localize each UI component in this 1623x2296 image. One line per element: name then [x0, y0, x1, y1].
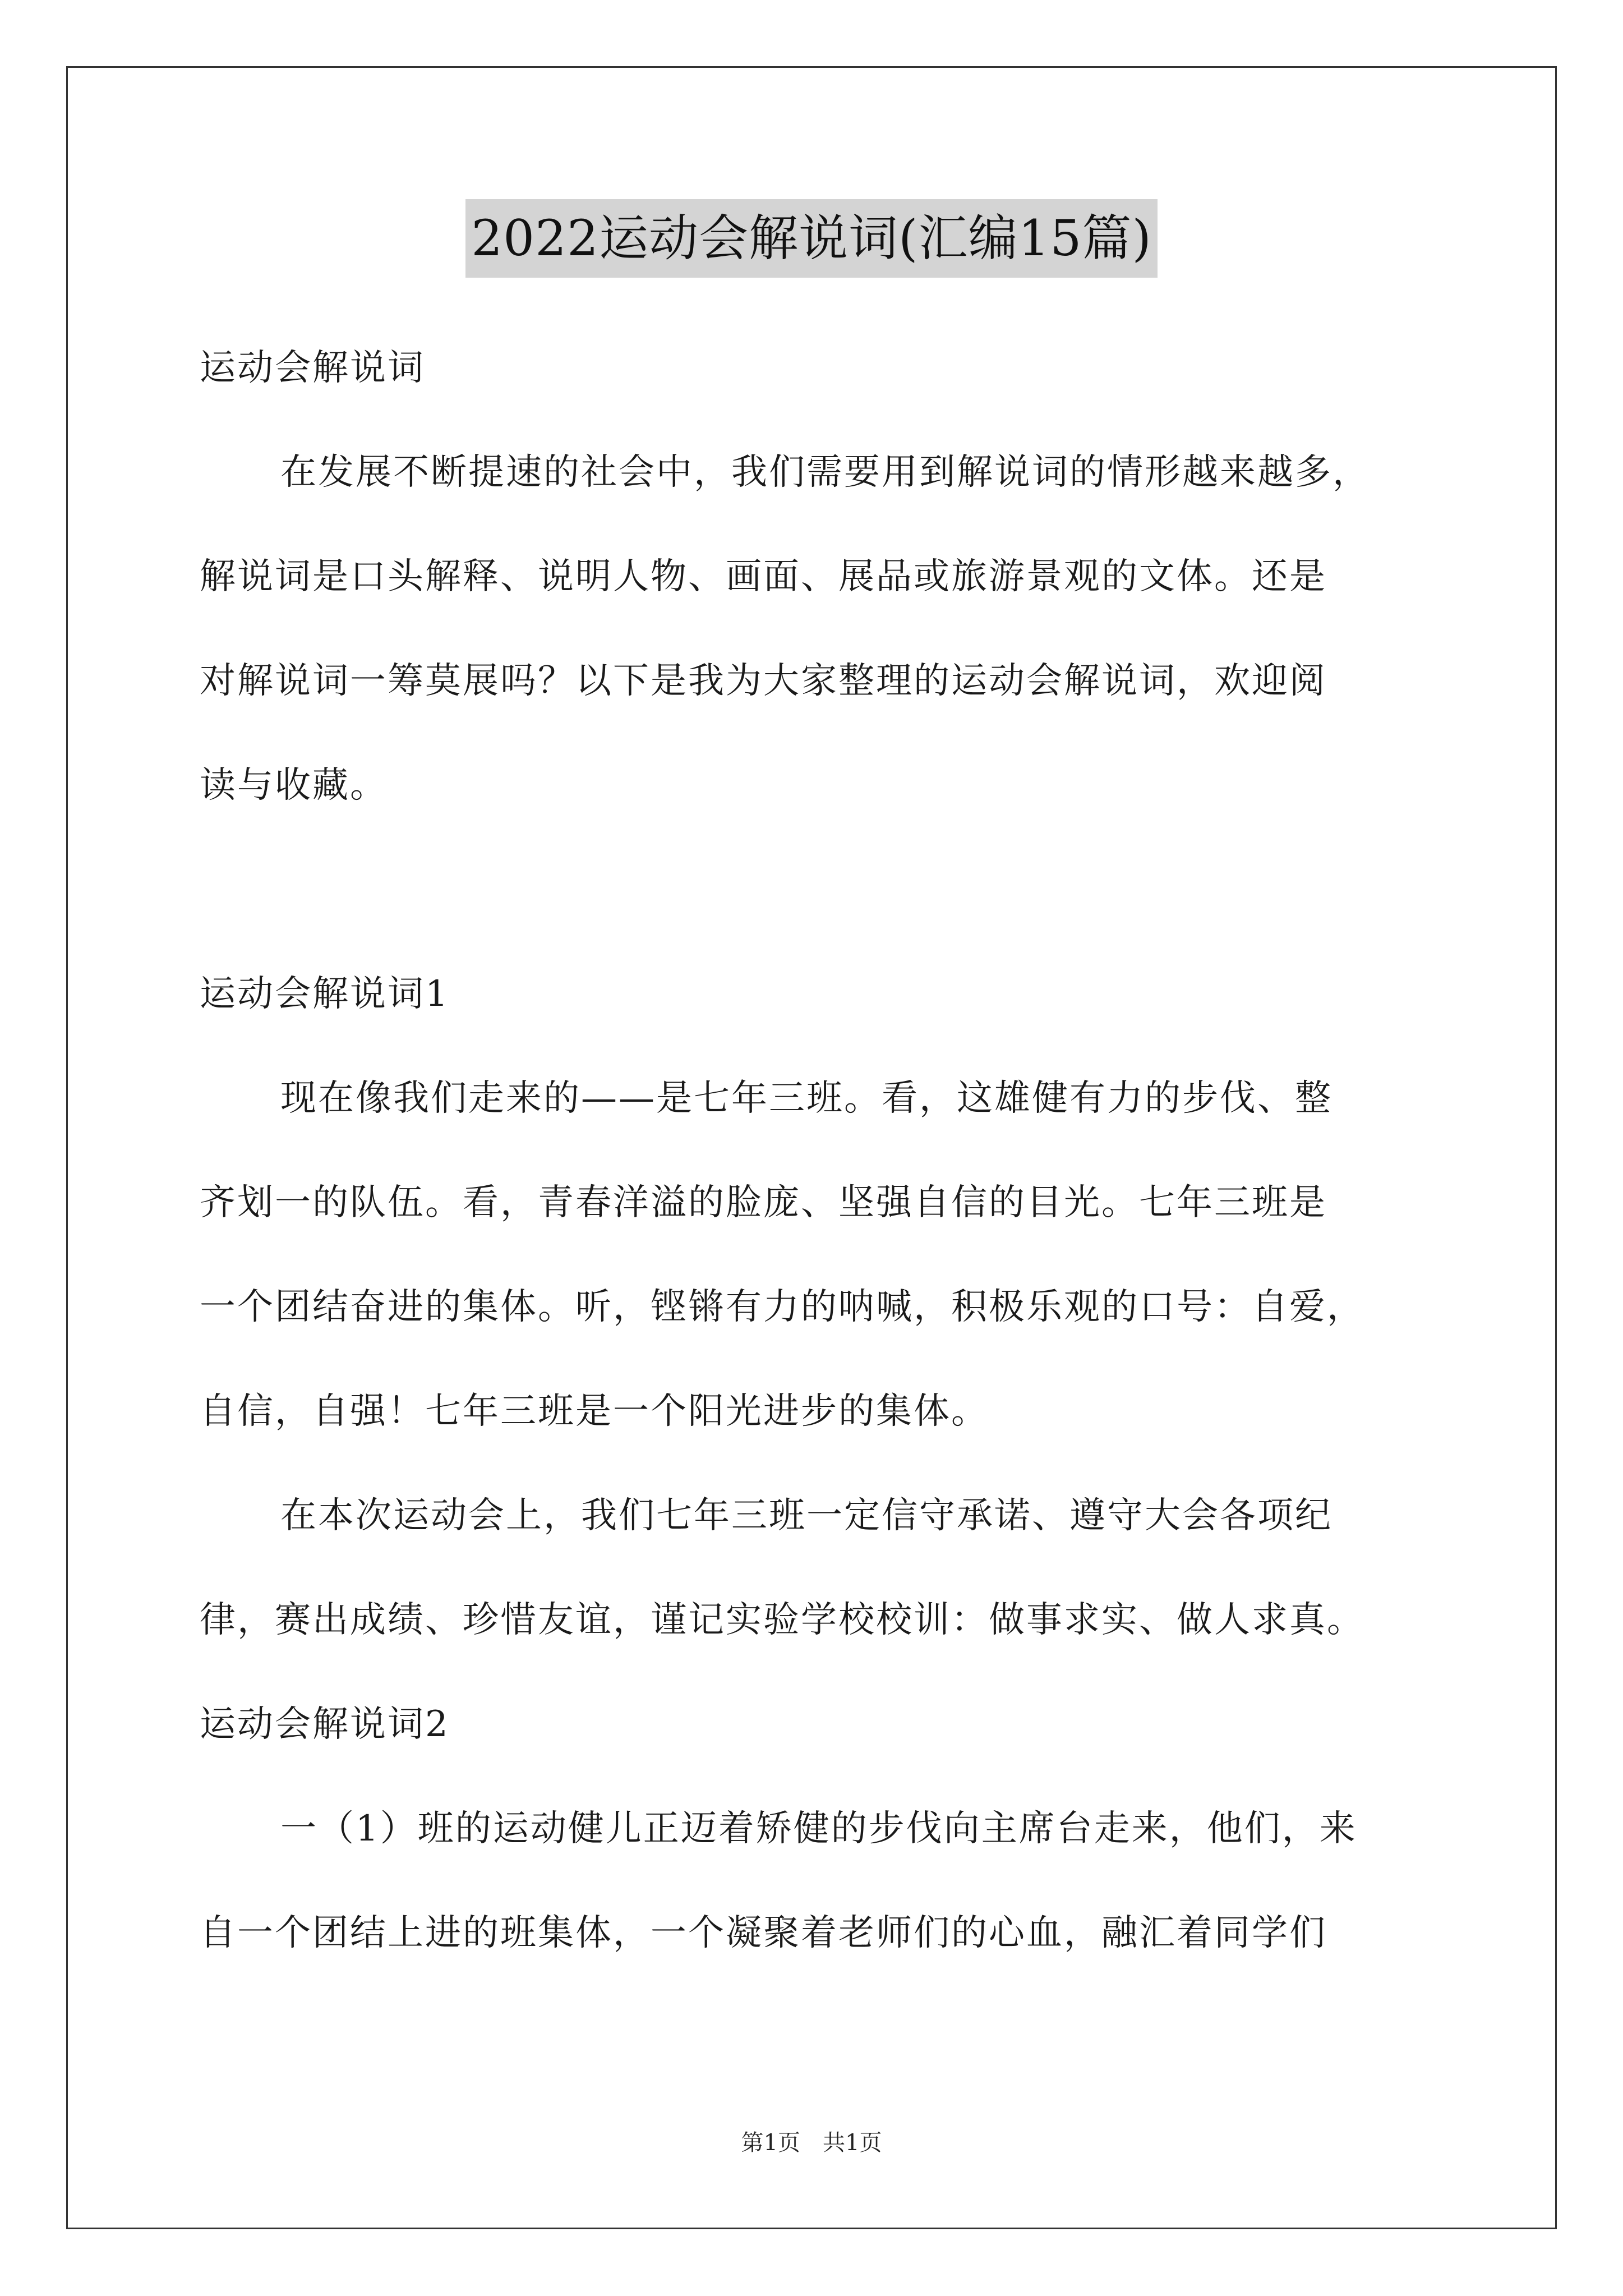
text-line: 自一个团结上进的班集体，一个凝聚着老师们的心血，融汇着同学们	[200, 1912, 1327, 1954]
title-wrapper	[0, 199, 1623, 278]
text-line: 运动会解说词2	[200, 1704, 450, 1745]
text-line: 齐划一的队伍。看，青春洋溢的脸庞、坚强自信的目光。七年三班是	[200, 1182, 1327, 1223]
text-line: 在发展不断提速的社会中，我们需要用到解说词的情形越来越多，	[280, 452, 1370, 493]
page-number: 第1页	[741, 2130, 800, 2156]
page-footer	[0, 2126, 1623, 2160]
text-line: 读与收藏。	[200, 765, 388, 806]
document-title: 2022运动会解说词(汇编15篇)	[465, 199, 1158, 278]
text-line: 现在像我们走来的——是七年三班。看，这雄健有力的步伐、整	[280, 1078, 1332, 1119]
text-line: 运动会解说词1	[200, 973, 450, 1015]
document-body	[200, 316, 1431, 1985]
text-line: 自信，自强！七年三班是一个阳光进步的集体。	[200, 1391, 989, 1432]
text-line: 对解说词一筹莫展吗？以下是我为大家整理的运动会解说词，欢迎阅	[200, 660, 1327, 702]
text-line: 一（1）班的运动健儿正迈着矫健的步伐向主席台走来，他们，来	[280, 1808, 1357, 1849]
text-line: 解说词是口头解释、说明人物、画面、展品或旅游景观的文体。还是	[200, 556, 1327, 597]
page-total: 共1页	[823, 2130, 882, 2156]
blank-line	[200, 838, 1431, 942]
text-line: 运动会解说词	[200, 347, 425, 389]
text-line: 律，赛出成绩、珍惜友谊，谨记实验学校校训：做事求实、做人求真。	[200, 1599, 1364, 1641]
text-line: 在本次运动会上，我们七年三班一定信守承诺、遵守大会各项纪	[280, 1495, 1332, 1536]
text-line: 一个团结奋进的集体。听，铿锵有力的呐喊，积极乐观的口号：自爱，	[200, 1286, 1364, 1328]
